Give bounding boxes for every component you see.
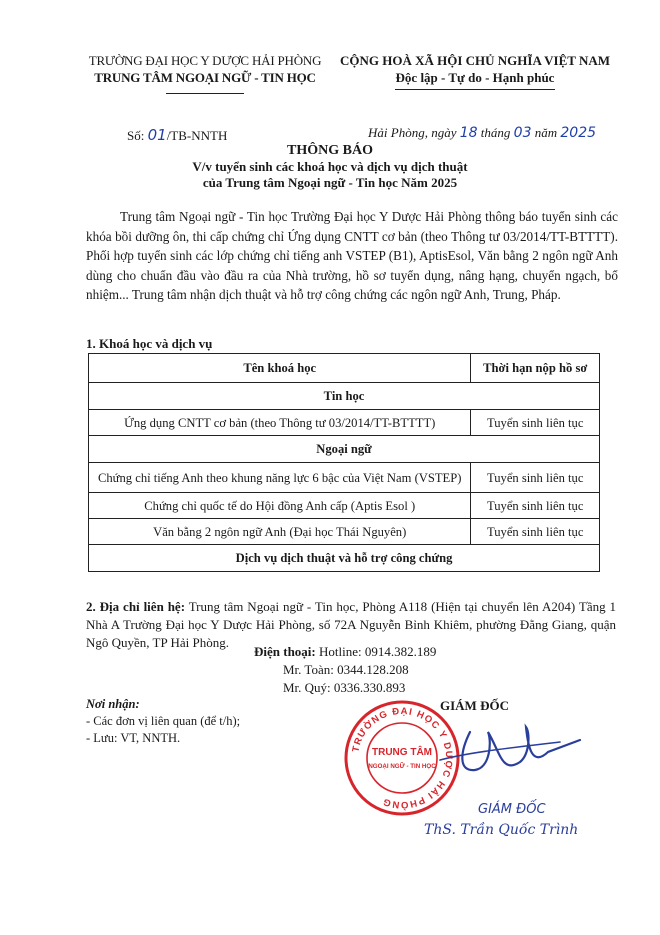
doc-number-handwritten: 01	[147, 126, 167, 144]
date-month-label: tháng	[477, 125, 514, 140]
table-group-row	[89, 545, 600, 572]
course-deadline: Tuyển sinh liên tục	[471, 410, 600, 436]
notice-subject-line2: của Trung tâm Ngoại ngữ - Tin học Năm 2025	[202, 175, 458, 190]
table-row	[89, 410, 600, 436]
course-table	[88, 353, 600, 572]
stamp-center-line2: NGOẠI NGỮ - TIN HỌC	[368, 763, 436, 770]
recipient-item: - Lưu: VT, NNTH.	[86, 731, 181, 745]
contact-1: Mr. Toàn: 0344.128.208	[283, 662, 409, 677]
recipients	[86, 696, 240, 747]
doc-number-suffix: /TB-NNTH	[166, 128, 228, 143]
center-name: TRUNG TÂM NGOẠI NGỮ - TIN HỌC	[94, 70, 316, 85]
hotline: Hotline: 0914.382.189	[315, 644, 437, 659]
course-name: Chứng chỉ tiếng Anh theo khung năng lực 6 bậc của Việt Nam (VSTEP)	[89, 463, 471, 493]
national-header	[330, 52, 620, 90]
issue-date	[368, 125, 596, 141]
country-name: CỘNG HOÀ XÃ HỘI CHỦ NGHĨA VIỆT NAM	[339, 53, 611, 68]
course-name: Ứng dụng CNTT cơ bản (theo Thông tư 03/2014/TT-BTTTT)	[89, 410, 471, 436]
date-year-label: năm	[531, 125, 561, 140]
table-group-row	[89, 436, 600, 463]
date-month: 03	[513, 125, 532, 141]
notice-title: THÔNG BÁO	[287, 143, 373, 158]
intro-paragraph: Trung tâm Ngoại ngữ - Tin học Trường Đại học Y Dược Hải Phòng thông báo tuyển sinh các khóa bồi dưỡng ôn, thi cấp chứng chỉ Ứng dụng CNTT cơ bản (theo Thông tư 03/2014/TT-BTTTT). Phối hợp tuyển sinh các lớp chứng chỉ tiếng anh VSTEP (B1), AptisEsol, Văn bằng 2 ngôn ngữ Anh dùng cho chuẩn đầu vào đầu ra của Nhà trường, hồ sơ tuyển dụng, nâng hạng, chuyển ngạch, bổ nhiệm... Trung tâm nhận dịch thuật và hỗ trợ công chứng các ngôn ngữ Anh, Trung, Pháp.	[86, 209, 618, 303]
recipient-item: - Các đơn vị liên quan (để t/h);	[86, 714, 241, 728]
university-name: TRƯỜNG ĐẠI HỌC Y DƯỢC HẢI PHÒNG	[88, 53, 322, 68]
header-right-rule	[395, 89, 555, 90]
recipients-heading: Nơi nhận:	[86, 697, 140, 711]
contact-phones	[254, 643, 436, 697]
course-deadline: Tuyển sinh liên tục	[471, 493, 600, 519]
course-name: Văn bằng 2 ngôn ngữ Anh (Đại học Thái Nguyên)	[89, 519, 471, 545]
table-row	[89, 463, 600, 493]
course-name: Chứng chỉ quốc tế do Hội đồng Anh cấp (Aptis Esol )	[89, 493, 471, 519]
signer-title: GIÁM ĐỐC	[440, 698, 509, 713]
national-motto: Độc lập - Tự do - Hạnh phúc	[395, 70, 555, 85]
group-it: Tin học	[89, 383, 600, 410]
group-language: Ngoại ngữ	[89, 436, 600, 463]
col-deadline-header: Thời hạn nộp hồ sơ	[471, 354, 600, 383]
section2-heading: 2. Địa chỉ liên hệ:	[86, 599, 186, 614]
course-deadline: Tuyển sinh liên tục	[471, 463, 600, 493]
stamp-ring-text: TRƯỜNG ĐẠI HỌC Y DƯỢC HẢI PHÒNG	[350, 705, 455, 811]
table-row	[89, 519, 600, 545]
notice-subject: V/v tuyển sinh các khoá học và dịch vụ dịch thuật	[192, 159, 468, 174]
date-place: Hải Phòng, ngày	[368, 125, 460, 140]
signer-title-handwritten: GIÁM ĐỐC	[478, 802, 546, 817]
doc-number-prefix: Số:	[127, 128, 148, 143]
contact-2: Mr. Quý: 0336.330.893	[283, 680, 406, 695]
col-course-header: Tên khoá học	[89, 354, 471, 383]
document-number	[127, 126, 227, 144]
table-row	[89, 493, 600, 519]
section1-heading: 1. Khoá học và dịch vụ	[86, 336, 213, 351]
table-header-row	[89, 354, 600, 383]
group-service: Dịch vụ dịch thuật và hỗ trợ công chứng	[89, 545, 600, 572]
header-left-rule	[166, 93, 244, 94]
contact-address-text: Trung tâm Ngoại ngữ - Tin học, Phòng A118 (Hiện tại chuyển lên A204) Tầng 1 Nhà A Trường Đại học Y Dược Hải Phòng, số 72A Nguyễn Bỉnh Khiêm, phường Đằng Giang, quận Ngô Quyền, TP Hải Phòng.	[86, 599, 616, 650]
phone-label: Điện thoại:	[254, 644, 316, 659]
issuer-header	[70, 52, 340, 94]
table-group-row	[89, 383, 600, 410]
handwritten-signature-icon	[430, 712, 590, 792]
stamp-center-line1: TRUNG TÂM	[372, 747, 432, 758]
date-year: 2025	[560, 125, 597, 141]
signer-name-handwritten: ThS. Trần Quốc Trình	[424, 822, 579, 838]
date-day: 18	[459, 125, 478, 141]
course-deadline: Tuyển sinh liên tục	[471, 519, 600, 545]
